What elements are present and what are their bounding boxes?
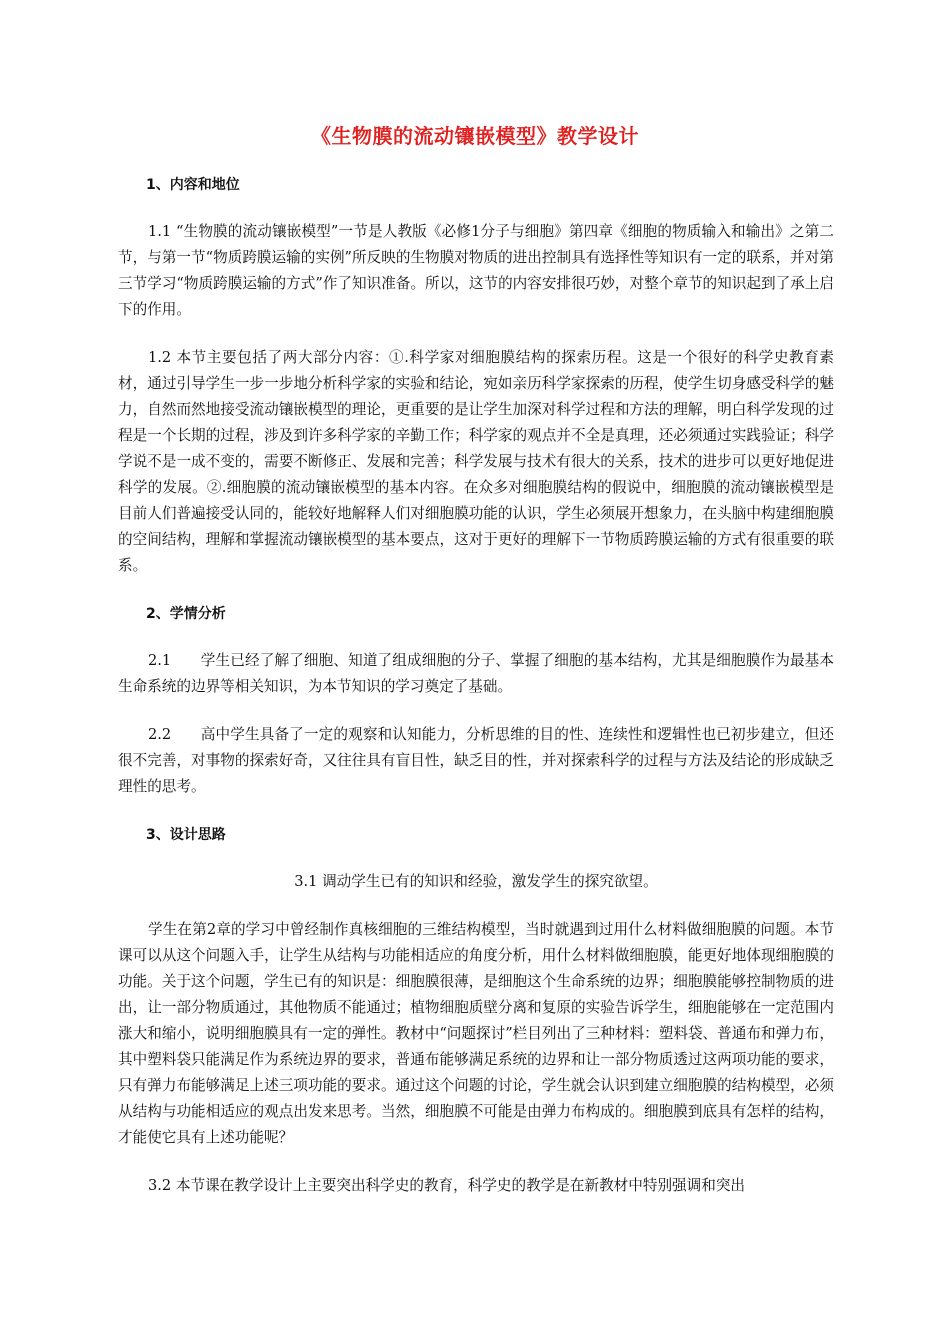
paragraph-2-1: 2.1 学生已经了解了细胞、知道了组成细胞的分子、掌握了细胞的基本结构，尤其是细胞膜作为最基本生命系统的边界等相关知识，为本节知识的学习奠定了基础。	[118, 652, 834, 695]
section-heading-student-analysis: 2、学情分析	[146, 606, 226, 622]
paragraph-3-1-body: 学生在第2章的学习中曾经制作真核细胞的三维结构模型，当时就遇到过用什么材料做细胞膜的问题。本节课可以从这个问题入手，让学生从结构与功能相适应的角度分析，用什么材料做细胞膜，能更好地体现细胞膜的功能。关于这个问题，学生已有的知识是：细胞膜很薄，是细胞这个生命系统的边界；细胞膜能够控制物质的进出，让一部分物质通过，其他物质不能通过；植物细胞质壁分离和复原的实验告诉学生，细胞能够在一定范围内涨大和缩小，说明细胞膜具有一定的弹性。教材中“问题探讨”栏目列出了三种材料：塑料袋、普通布和弹力布，其中塑料袋只能满足作为系统边界的要求，普通布能够满足系统的边界和让一部分物质透过这两项功能的要求，只有弹力布能够满足上述三项功能的要求。通过这个问题的讨论，学生就会认识到建立细胞膜的结构模型，必须从结构与功能相适应的观点出发来思考。当然，细胞膜不可能是由弹力布构成的。细胞膜到底具有怎样的结构，才能使它具有上述功能呢？	[118, 921, 834, 1146]
paragraph-1-2: 1.2 本节主要包括了两大部分内容：①.科学家对细胞膜结构的探索历程。这是一个很好的科学史教育素材，通过引导学生一步一步地分析科学家的实验和结论，宛如亲历科学家探索的历程，使学生切身感受科学的魅力，自然而然地接受流动镶嵌模型的理论，更重要的是让学生加深对科学过程和方法的理解，明白科学发现的过程是一个长期的过程，涉及到许多科学家的辛勤工作；科学家的观点并不全是真理，还必须通过实践验证；科学学说不是一成不变的，需要不断修正、发展和完善；科学发展与技术有很大的关系，技术的进步可以更好地促进科学的发展。②.细胞膜的流动镶嵌模型的基本内容。在众多对细胞膜结构的假说中，细胞膜的流动镶嵌模型是目前人们普遍接受认同的，能较好地解释人们对细胞膜功能的认识，学生必须展开想象力，在头脑中构建细胞膜的空间结构，理解和掌握流动镶嵌模型的基本要点，这对于更好的理解下一节物质跨膜运输的方式有很重要的联系。	[118, 349, 834, 574]
document-body	[118, 172, 834, 1221]
subheading-3-1: 3.1 调动学生已有的知识和经验，激发学生的探究欲望。	[294, 873, 658, 890]
paragraph-1-1: 1.1 “生物膜的流动镶嵌模型”一节是人教版《必修1分子与细胞》第四章《细胞的物质输入和输出》之第二节，与第一节“物质跨膜运输的实例”所反映的生物膜对物质的进出控制具有选择性等知识有一定的联系，并对第三节学习“物质跨膜运输的方式”作了知识准备。所以，这节的内容安排很巧妙，对整个章节的知识起到了承上启下的作用。	[118, 223, 834, 318]
paragraph-3-2: 3.2 本节课在教学设计上主要突出科学史的教育，科学史的教学是在新教材中特别强调和突出	[148, 1177, 746, 1194]
section-heading-design-idea: 3、设计思路	[146, 827, 226, 843]
section-heading-content-position: 1、内容和地位	[146, 177, 240, 193]
document-title: 《生物膜的流动镶嵌模型》教学设计	[311, 124, 639, 148]
paragraph-2-2: 2.2 高中学生具备了一定的观察和认知能力，分析思维的目的性、连续性和逻辑性也已初步建立，但还很不完善，对事物的探索好奇，又往往具有盲目性，缺乏目的性，并对探索科学的过程与方法及结论的形成缺乏理性的思考。	[118, 726, 834, 795]
